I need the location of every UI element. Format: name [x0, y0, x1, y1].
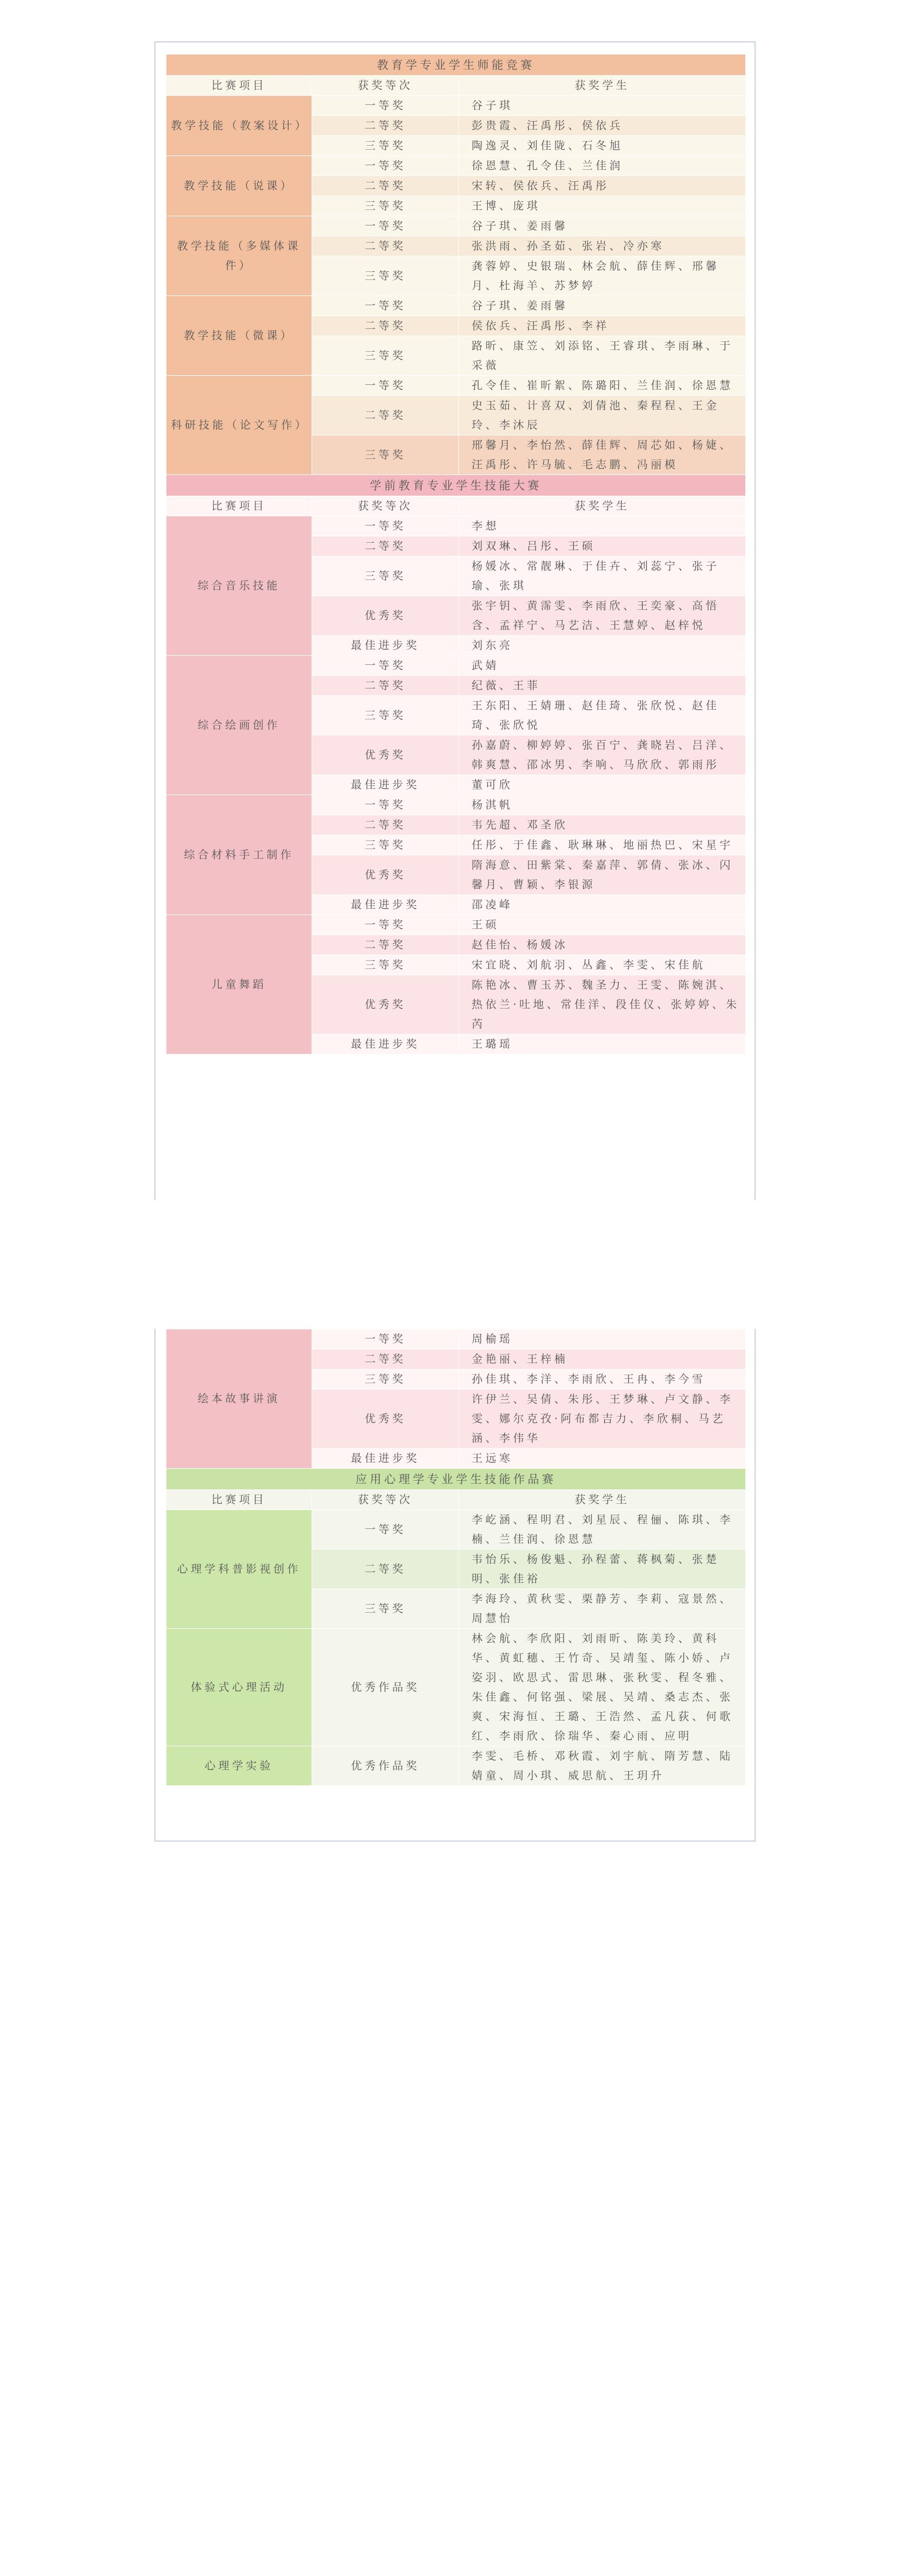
- students-cell: 陶逸灵、刘佳陇、石冬旭: [459, 136, 746, 156]
- section-title: 教育学专业学生师能竞赛: [166, 55, 746, 76]
- level-cell: 优秀奖: [312, 1390, 459, 1449]
- level-cell: 优秀奖: [312, 596, 459, 636]
- students-cell: 王璐瑶: [459, 1034, 746, 1054]
- level-cell: 最佳进步奖: [312, 1449, 459, 1469]
- students-cell: 张洪雨、孙圣茹、张岩、冷亦寒: [459, 236, 746, 256]
- level-cell: 一等奖: [312, 156, 459, 176]
- project-cell: 教学技能（微课）: [166, 296, 312, 376]
- students-cell: 徐恩慧、孔令佳、兰佳润: [459, 156, 746, 176]
- level-cell: 三等奖: [312, 256, 459, 296]
- level-cell: 三等奖: [312, 1369, 459, 1390]
- students-cell: 武婧: [459, 656, 746, 676]
- students-cell: 邢馨月、李怡然、薛佳辉、周芯如、杨婕、汪禹彤、许马毓、毛志鹏、冯丽模: [459, 435, 746, 475]
- award-table-part-1: [166, 54, 746, 1054]
- students-cell: 杨媛冰、常靓琳、于佳卉、刘蕊宁、张子瑜、张琪: [459, 557, 746, 596]
- project-cell: 综合音乐技能: [166, 516, 312, 656]
- students-cell: 孔令佳、崔昕絮、陈璐阳、兰佳润、徐恩慧: [459, 376, 746, 396]
- project-cell: 绘本故事讲演: [166, 1329, 312, 1469]
- students-cell: 纪薇、王菲: [459, 676, 746, 696]
- table-row: [166, 795, 746, 815]
- level-cell: 优秀奖: [312, 736, 459, 775]
- students-cell: 谷子琪、姜雨馨: [459, 216, 746, 236]
- header-level: 获奖等次: [312, 76, 459, 96]
- project-cell: 科研技能（论文写作）: [166, 376, 312, 475]
- students-cell: 路昕、康笠、刘添铭、王睿琪、李雨琳、于采薇: [459, 336, 746, 376]
- students-cell: 王博、庞琪: [459, 196, 746, 216]
- students-cell: 张宇钥、黄霈雯、李雨欣、王奕豪、高悟含、孟祥宁、马艺洁、王慧婷、赵梓悦: [459, 596, 746, 636]
- project-cell: 综合材料手工制作: [166, 795, 312, 915]
- students-cell: 周榆瑶: [459, 1329, 746, 1349]
- table-row: [166, 516, 746, 536]
- students-cell: 任彤、于佳鑫、耿琳琳、地丽热巴、宋星宇: [459, 835, 746, 855]
- students-cell: 陈艳冰、曹玉苏、魏圣力、王雯、陈婉淇、热依兰·吐地、常佳洋、段佳仪、张婷婷、朱芮: [459, 975, 746, 1034]
- award-table-part-2: [166, 1329, 746, 1786]
- level-cell: 一等奖: [312, 216, 459, 236]
- level-cell: 三等奖: [312, 557, 459, 596]
- header-project: 比赛项目: [166, 1490, 312, 1510]
- project-cell: 体验式心理活动: [166, 1629, 312, 1746]
- level-cell: 二等奖: [312, 815, 459, 835]
- level-cell: 二等奖: [312, 396, 459, 435]
- level-cell: 最佳进步奖: [312, 1034, 459, 1054]
- level-cell: 三等奖: [312, 136, 459, 156]
- students-cell: 李屹涵、程明君、刘星辰、程俪、陈琪、李楠、兰佳润、徐恩慧: [459, 1510, 746, 1550]
- students-cell: 董可欣: [459, 775, 746, 795]
- table-row: [166, 1329, 746, 1349]
- table-row: [166, 915, 746, 935]
- section-title: 学前教育专业学生技能大赛: [166, 475, 746, 496]
- students-cell: 宋转、侯依兵、汪禹彤: [459, 176, 746, 196]
- students-cell: 龚蓉婷、史银瑞、林会航、薛佳辉、邢馨月、杜海羊、苏梦婷: [459, 256, 746, 296]
- table-row: [166, 656, 746, 676]
- header-project: 比赛项目: [166, 496, 312, 516]
- students-cell: 李想: [459, 516, 746, 536]
- section-title: 应用心理学专业学生技能作品赛: [166, 1469, 746, 1490]
- students-cell: 王远寒: [459, 1449, 746, 1469]
- table-row: [166, 216, 746, 236]
- header-students: 获奖学生: [459, 1490, 746, 1510]
- level-cell: 二等奖: [312, 116, 459, 136]
- level-cell: 最佳进步奖: [312, 636, 459, 656]
- level-cell: 二等奖: [312, 935, 459, 955]
- students-cell: 史玉茹、计喜双、刘倩池、秦程程、王金玲、李沐辰: [459, 396, 746, 435]
- project-cell: 心理学实验: [166, 1746, 312, 1786]
- level-cell: 最佳进步奖: [312, 895, 459, 915]
- students-cell: 谷子琪: [459, 96, 746, 116]
- header-students: 获奖学生: [459, 496, 746, 516]
- project-cell: 教学技能（说课）: [166, 156, 312, 216]
- level-cell: 一等奖: [312, 516, 459, 536]
- level-cell: 二等奖: [312, 316, 459, 336]
- award-table-page-1: [154, 41, 756, 1200]
- table-row: [166, 1510, 746, 1550]
- level-cell: 三等奖: [312, 1589, 459, 1629]
- students-cell: 王东阳、王婧珊、赵佳琦、张欣悦、赵佳琦、张欣悦: [459, 696, 746, 736]
- level-cell: 一等奖: [312, 795, 459, 815]
- project-cell: 儿童舞蹈: [166, 915, 312, 1054]
- level-cell: 三等奖: [312, 435, 459, 475]
- level-cell: 二等奖: [312, 1349, 459, 1369]
- level-cell: 三等奖: [312, 196, 459, 216]
- level-cell: 优秀奖: [312, 975, 459, 1034]
- level-cell: 一等奖: [312, 656, 459, 676]
- header-level: 获奖等次: [312, 1490, 459, 1510]
- students-cell: 韦怡乐、杨俊魁、孙程蕾、蒋枫菊、张楚明、张佳裕: [459, 1550, 746, 1589]
- level-cell: 一等奖: [312, 296, 459, 316]
- students-cell: 韦先超、邓圣欣: [459, 815, 746, 835]
- students-cell: 许伊兰、吴倩、朱彤、王梦琳、卢文静、李雯、娜尔克孜·阿布都吉力、李欣桐、马艺涵、李伟华: [459, 1390, 746, 1449]
- level-cell: 优秀奖: [312, 855, 459, 895]
- students-cell: 林会航、李欣阳、刘雨昕、陈美玲、黄科华、黄虹穗、王竹奇、吴靖玺、陈小娇、卢姿羽、欧思式、雷思琳、张秋雯、程冬雅、朱佳鑫、何铭强、梁展、吴靖、桑志杰、张爽、宋海恒、王璐、王浩然、孟凡荻、何歌红、李雨欣、徐瑞华、秦心雨、应明: [459, 1629, 746, 1746]
- students-cell: 宋宜晓、刘航羽、丛鑫、李雯、宋佳航: [459, 955, 746, 975]
- table-row: [166, 156, 746, 176]
- award-table-page-2: [154, 1329, 756, 1842]
- project-cell: 教学技能（教案设计）: [166, 96, 312, 156]
- header-row: [166, 76, 746, 96]
- project-cell: 综合绘画创作: [166, 656, 312, 795]
- table-row: [166, 1629, 746, 1746]
- header-level: 获奖等次: [312, 496, 459, 516]
- section-title-row: [166, 1469, 746, 1490]
- level-cell: 一等奖: [312, 1329, 459, 1349]
- students-cell: 杨淇帆: [459, 795, 746, 815]
- level-cell: 三等奖: [312, 696, 459, 736]
- header-project: 比赛项目: [166, 76, 312, 96]
- level-cell: 优秀作品奖: [312, 1746, 459, 1786]
- students-cell: 刘东亮: [459, 636, 746, 656]
- students-cell: 侯依兵、汪禹彤、李祥: [459, 316, 746, 336]
- header-row: [166, 496, 746, 516]
- level-cell: 优秀作品奖: [312, 1629, 459, 1746]
- students-cell: 隋海意、田紫棠、秦嘉萍、郭倩、张冰、闪馨月、曹颖、李银源: [459, 855, 746, 895]
- students-cell: 彭贵霞、汪禹彤、侯依兵: [459, 116, 746, 136]
- section-title-row: [166, 55, 746, 76]
- level-cell: 三等奖: [312, 835, 459, 855]
- level-cell: 二等奖: [312, 536, 459, 557]
- students-cell: 李雯、毛桥、邓秋霞、刘宇航、隋芳慧、陆婧童、周小琪、威思航、王玥升: [459, 1746, 746, 1786]
- students-cell: 赵佳怡、杨媛冰: [459, 935, 746, 955]
- level-cell: 三等奖: [312, 336, 459, 376]
- students-cell: 王硕: [459, 915, 746, 935]
- section-title-row: [166, 475, 746, 496]
- students-cell: 孙佳琪、李洋、李雨欣、王冉、李今雪: [459, 1369, 746, 1390]
- level-cell: 一等奖: [312, 915, 459, 935]
- students-cell: 金艳丽、王梓楠: [459, 1349, 746, 1369]
- students-cell: 孙嘉蔚、柳婷婷、张百宁、龚晓岩、吕洋、韩爽慧、邵冰男、李响、马欣欣、郭雨彤: [459, 736, 746, 775]
- level-cell: 三等奖: [312, 955, 459, 975]
- project-cell: 心理学科普影视创作: [166, 1510, 312, 1629]
- level-cell: 二等奖: [312, 236, 459, 256]
- table-row: [166, 96, 746, 116]
- header-students: 获奖学生: [459, 76, 746, 96]
- level-cell: 一等奖: [312, 376, 459, 396]
- project-cell: 教学技能（多媒体课件）: [166, 216, 312, 296]
- students-cell: 谷子琪、姜雨馨: [459, 296, 746, 316]
- level-cell: 最佳进步奖: [312, 775, 459, 795]
- header-row: [166, 1490, 746, 1510]
- students-cell: 李海玲、黄秋雯、栗静芳、李莉、寇景然、周慧怡: [459, 1589, 746, 1629]
- level-cell: 一等奖: [312, 96, 459, 116]
- level-cell: 二等奖: [312, 676, 459, 696]
- table-row: [166, 296, 746, 316]
- table-row: [166, 1746, 746, 1786]
- students-cell: 邵凌峰: [459, 895, 746, 915]
- level-cell: 一等奖: [312, 1510, 459, 1550]
- level-cell: 二等奖: [312, 1550, 459, 1589]
- students-cell: 刘双琳、吕彤、王硕: [459, 536, 746, 557]
- level-cell: 二等奖: [312, 176, 459, 196]
- table-row: [166, 376, 746, 396]
